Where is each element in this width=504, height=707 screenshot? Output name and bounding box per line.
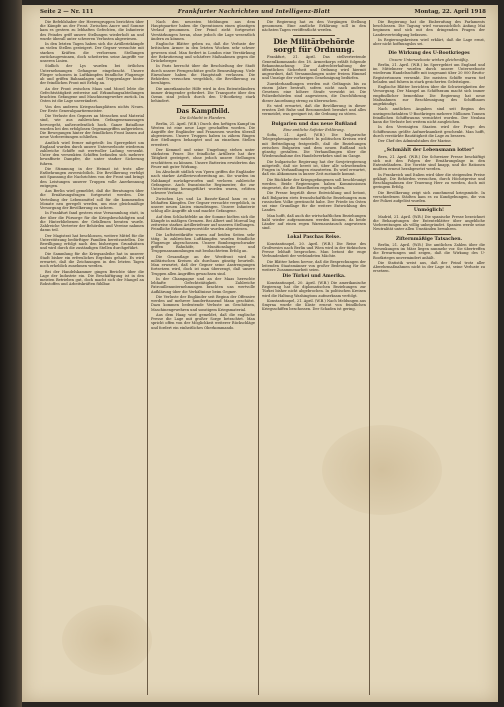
article-paragraph: In Frankreich und Italien wird über die steigenden Preise geklagt. Die Behörden versuchen, durch Höchstpreise und Beschlagnahmen der Teuerung Herr zu werden, doch mit geringem Erfolg. <box>373 172 485 190</box>
article-paragraph: Die Rückkehr der Kriegsgefangenen soll beschleunigt werden. Beide Regierungen haben Kommissionen eingesetzt, die die Einzelheiten regeln sollen. <box>262 177 366 191</box>
article-paragraph: In der Champagne und an der Maas herrschte lebhafte Gefechtstätigkeit. Zahlreiche Patrouillenunternehmungen brachten uns wertvolle Aufklärung über die Verhältnisse beim Gegner. <box>151 277 255 294</box>
column-3-body <box>262 55 366 116</box>
article-paragraph: Von den anderen Kriegsschauplätzen nichts Neues. Der Erste Generalquartiermeister. <box>40 104 144 113</box>
book-spine <box>0 0 22 707</box>
column-3-body-2 <box>262 133 366 230</box>
article-heading-militaerbehoerde: Die Militärbehörde sorgt für Ordnung. <box>273 36 355 55</box>
header-page-number: Seite 2 — Nr. 111 <box>40 9 94 15</box>
article-paragraph: Nach den neuesten Meldungen aus dem Hauptquartier haben die Operationen einen günstigen Verlauf genommen. Der Feind zieht fortgesetzt Verstärkungen heran, ohne jedoch die Lage wesentlich ändern zu können. <box>151 20 255 41</box>
article-paragraph: Konstantinopel, 20. April. (W.B.) Die Reise des Großwesirs nach Berlin und Wien wird in der türkischen Presse lebhaft besprochen. Man betont die enge Verbundenheit der verbündeten Mächte. <box>262 241 366 259</box>
column-4-body <box>373 63 485 143</box>
article-paragraph: Bei der Handelskammer gingen Berichte über die Lage der Industrie ein. Die Beschäftigung ist in den meisten Betrieben gut, doch macht sich der Mangel an Rohstoffen und Arbeitskräften fühlbar. <box>40 269 144 287</box>
column-4-body-3 <box>373 215 485 232</box>
article-heading-kampfbild: Das Kampfbild. <box>176 108 230 116</box>
article-paragraph: Aus Berlin wird gemeldet, daß die Beratungen über die Ernährungsfragen fortgesetzt werden. Die Verteilung der Lebensmittel soll für die kommenden Monate neu geregelt werden, um eine gleichmäßige Versorgung der Bevölkerung zu sichern. <box>40 189 144 211</box>
article-paragraph: Auf dem Schlachtfelde an der Somme hielten sich die Kämpfe in mäßigen Grenzen. Bei Albert und Moreuil lag zeitweise starkes Artilleriefeuer auf unseren Stellungen. Feindliche Erkundungsvorstöße wurden abgewiesen. <box>151 214 255 232</box>
column-rule <box>258 20 259 695</box>
article-paragraph: In Regierungskreisen wird erklärt, daß die Lage ernst, aber nicht hoffnungslos sei. <box>373 38 485 47</box>
article-paragraph: Sofia, 21. April. (W.B.) Die bulgarische Telegraphenagentur meldet: In politischen Kreisen wird mit Befriedigung festgestellt, daß die Beziehungen zwischen Bulgarien und dem neuen Rußland sich günstig gestalten. Die Verhandlungen über die Wiederaufnahme des Handelsverkehrs sind im Gange. <box>262 133 366 159</box>
article-subheading: Unsere Unterseeboote wirken gleichmäßig. <box>389 57 469 62</box>
section-rule <box>293 232 335 233</box>
article-paragraph: Konstantinopel, 21. April. (W.B.) Nach Meldungen aus Smyrna wurde die Küste erneut von feindlichen Kriegsschiffen beschossen. Der Schaden ist gering. <box>262 298 366 312</box>
page-header <box>40 8 486 18</box>
article-paragraph: Südlich der Lys wurden bei örtlichen Unternehmungen Gefangene eingebracht. Unsere Flieger schossen in Luftkämpfen feindliche Flugzeuge ab und griffen Bahnanlagen und Truppenlager hinter der feindlichen Front mit Erfolg an. <box>40 64 144 86</box>
column-2-body <box>151 122 255 330</box>
article-paragraph: Die Regierung hat zu den Vorgängen Stellung genommen. Eine amtliche Erklärung soll in den nächsten Tagen veröffentlicht werden. <box>262 20 366 33</box>
article-paragraph: Berlin, 21. April. (W.B.) Die amtlichen Zahlen über die Versenkungen im März liegen nunmehr vor. Sie übertreffen die Erwartungen und zeigen, daß die Wirkung des U-Bootkrieges unvermindert anhält. <box>373 243 485 260</box>
article-paragraph: Die Stimmung in der Heimat ist trotz aller Entbehrungen zuversichtlich. Die Bevölkerung verfolgt mit Spannung die Nachrichten von der Front und bringt den Leistungen unserer Truppen volle Anerkennung entgegen. <box>40 167 144 188</box>
column-3-body-4 <box>262 281 366 312</box>
article-paragraph: Die Blätter heben hervor, daß die Besprechungen der leitenden Staatsmänner von großer Bedeutung für die weitere Zusammenarbeit seien. <box>262 259 366 273</box>
article-paragraph: An der Front zwischen Maas und Mosel lebte die Gefechtstätigkeit zeitweise auf. Erkundungsabteilungen brachten Gefangene und Maschinengewehre zurück. Im Osten ist die Lage unverändert. <box>40 86 144 104</box>
section-rule <box>407 145 452 146</box>
article-paragraph: In Paris herrscht über die Beschießung der Stadt durch unsere Ferngeschütze große Beunruhigung. Viele Einwohner haben die Hauptstadt verlassen. Die Behörden versuchen vergeblich, die Bevölkerung zu beruhigen. <box>151 64 255 86</box>
article-paragraph: Zuwiderhandlungen werden mit Gefängnis bis zu einem Jahre bestraft, sofern nicht nach anderen Gesetzen eine höhere Strafe verwirkt ist. Die Polizeibehörden sind angewiesen, die Durchführung dieser Anordnung streng zu überwachen. <box>262 81 366 103</box>
column-1 <box>40 20 144 695</box>
article-paragraph: Die Statistik weist aus, daß der Feind trotz aller Abwehrmaßnahmen nicht in der Lage ist, seine Verluste zu ersetzen. <box>373 261 485 274</box>
article-paragraph: In Frankfurt fand gestern eine Versammlung statt, in der über die Fürsorge für die Kriegsbeschädigten und die Hinterbliebenen der Gefallenen beraten wurde. Zahlreiche Vertreter der Behörden und Vereine nahmen daran teil. <box>40 211 144 233</box>
column-2 <box>151 20 255 695</box>
section-rule <box>407 234 452 235</box>
article-paragraph: Die Befehlshaber der Heeresgruppen berichten über die Kämpfe an der Front. Zwischen Ancre und Somme kam es gestern zu lebhaften Gefechten, die Infanterie des Feindes griff unsere Stellungen wiederholt an und wurde überall unter schweren Verlusten abgewiesen. <box>40 20 144 41</box>
article-heading-reise: Lokal Paschas Reise. <box>287 235 341 241</box>
article-paragraph: Aus dem Haag wird gemeldet, daß die englische Presse die Lage mit großer Sorge betrachtet. Man spricht offen von der Möglichkeit weiterer Rückschläge und fordert ein einheitliches Oberkommando. <box>151 313 255 330</box>
column-2-top <box>151 20 255 103</box>
section-rule <box>407 205 452 206</box>
column-4 <box>373 20 485 695</box>
article-paragraph: Konstantinopel, 20. April. (W.B.) Die amerikanische Regierung hat die diplomatischen Beziehungen zur Türkei bisher nicht abgebrochen. In politischen Kreisen wird die Haltung Washingtons aufmerksam verfolgt. <box>262 280 366 298</box>
column-3-body-3 <box>262 242 366 273</box>
column-1-body <box>40 20 144 286</box>
article-paragraph: Der Kemmel und seine Umgebung stehen unter stärkstem Feuer. Die feindliche Artillerie hat ihre Tätigkeit gesteigert, ohne jedoch unsere Stellungen erschüttern zu können. Unsere Batterien erwiderten das Feuer mit guter Wirkung. <box>151 148 255 169</box>
article-paragraph: Die Sammlung für die Kriegsanleihe hat in unserer Stadt bisher ein erfreuliches Ergebnis gehabt. Es wird erwartet, daß die Zeichnungen in den letzten Tagen noch erheblich zunehmen werden. <box>40 251 144 269</box>
newspaper-page <box>22 5 498 702</box>
article-paragraph: Die Verluste der Engländer seit Beginn der Offensive werden auf mehrere hunderttausend Mann geschätzt. Dazu kommen bedeutende Verluste an Geschützen, Maschinengewehren und sonstigem Kriegsmaterial. <box>151 295 255 312</box>
article-paragraph: Bern, 21. April. (W.B.) Die Schweizer Presse beschäftigt sich mit den Folgen der Ernährungslage in den Ententeländern. Die Vorräte sind knapp, und die Rationen mußten erneut herabgesetzt werden. <box>373 154 485 172</box>
header-date: Montag, 22. April 1918 <box>414 9 486 15</box>
article-paragraph: Madrid, 21. April. (W.B.) Die spanische Presse bezeichnet die Behauptungen der Ententeblätter über angebliche Vorbereitungen als völlig unbegründet. Spanien werde seine Neutralität unter allen Umständen bewahren. <box>373 214 485 232</box>
article-paragraph: Englische Blätter berichten über die Schwierigkeiten der Versorgung. Der Mangel an Schiffsraum macht sich immer empfindlicher bemerkbar. Die Regierung hat neue Maßnahmen zur Beschleunigung des Schiffbaues angekündigt. <box>373 85 485 107</box>
column-4-body-2 <box>373 155 485 204</box>
article-paragraph: Die bulgarische Regierung hat der Sowjetregierung mitgeteilt, daß sie bereit ist, über alle schwebenden Fragen in Verhandlungen einzutreten. Es wird erwartet, daß ein Abkommen in kurzer Zeit zustande kommt. <box>262 159 366 177</box>
article-paragraph: Die Gesamtlage an der Westfront wird in militärischen Kreisen als durchaus günstig beurteilt. Man erwartet, daß der Gegner seine Anstrengungen fortsetzen wird, doch ist man überzeugt, daß unsere Truppen allen Angriffen gewachsen sind. <box>151 254 255 276</box>
column-4-top <box>373 20 485 46</box>
article-paragraph: In den letzten Tagen haben sich die Artilleriekämpfe an vielen Stellen gesteigert. Der Gegner versuchte mit starken Kräften die verlorenen Stellungen zurückzugewinnen, doch scheiterten seine Angriffe vor unseren Linien. <box>40 42 144 64</box>
article-paragraph: Die Luftstreitkräfte waren auf beiden Seiten sehr tätig. In zahlreichen Luftkämpfen wurden feindliche Flugzeuge abgeschossen. Unsere Bombengeschwader griffen Bahnhöfe, Munitionslager und Truppenansammlungen mit beobachtetem Erfolg an. <box>151 232 255 254</box>
section-rule <box>293 35 335 36</box>
article-paragraph: Berlin, 21. April. (W.B.) Im Sperrgebiet um England und im Mittelmeer wurden durch unsere Unterseeboote wiederum Handelsschiffe mit insgesamt über 20 000 Brutto-Registertonnen versenkt. Die meisten Schiffe waren tief beladen und fuhren in stark gesicherten Geleitzügen. <box>373 63 485 84</box>
article-paragraph: In den Vereinigten Staaten wird der Frage des Schiffsraums größte Aufmerksamkeit geschenkt. Man hofft, durch verstärkte Bautätigkeit die Lage zu bessern. <box>373 125 485 138</box>
article-paragraph: Der Magistrat hat beschlossen, weitere Mittel für die Unterstützung bedürftiger Familien bereitzustellen. Die Bewilligung erfolgt nach den bisherigen Grundsätzen und wird durch die zuständigen Stellen durchgeführt. <box>40 233 144 251</box>
article-heading-tuerkei: Die Türkei und Amerika. <box>282 274 346 280</box>
article-paragraph: Die Verluste des Gegners an Menschen und Material sind, wie aus zahlreichen Gefangenenaussagen hervorgeht, außerordentlich hoch. Ganze Bataillone wurden bei den erfolglosen Gegenangriffen aufgerieben. Die Bewegungen hinter der feindlichen Front lassen auf neue Vorbereitungen schließen. <box>40 114 144 140</box>
article-paragraph: Amtlich wird ferner mitgeteilt: Im Sperrgebiet um England wurden durch unsere Unterseeboote wiederum zahlreiche Schiffe mit wertvoller Ladung versenkt. Unter den versenkten Schiffen befanden sich mehrere bewaffnete Dampfer, die unter starker Sicherung fuhren. <box>40 140 144 166</box>
column-4-body-4 <box>373 243 485 274</box>
article-paragraph: Der Chef des Admiralstabes der Marine. <box>378 139 452 144</box>
article-paragraph: Berlin, 21. April. (W.B.) Durch den heftigen Kampf im Westen ist eine neue Lage geschaffen worden. Die Angriffe der Engländer und Franzosen wurden überall abgewiesen. Unsere Truppen haben in zähem Ringen ihre Stellungen behauptet und an einzelnen Stellen erweitert. <box>151 121 255 147</box>
column-rule <box>369 20 370 695</box>
article-paragraph: Zwischen Lys und La Bassée-Kanal kam es zu lebhaften Kämpfen. Der Gegner versuchte vergeblich, in unsere neuen Linien einzudringen. Unsere Infanterie schlug alle Angriffe ab und machte Gefangene. <box>151 196 255 214</box>
section-rule <box>182 105 224 106</box>
article-subheading: Eine amtliche Sofioter Erklärung. <box>283 128 345 133</box>
article-heading-tatsachen: Zifternmäßige Tatsachen. <box>395 236 463 242</box>
article-paragraph: Frankfurt, 21. April. Das stellvertretende Generalkommando des 18. Armeekorps erläßt folgende Bekanntmachung: Zur Aufrechterhaltung der öffentlichen Sicherheit und Ordnung wird hiermit angeordnet, daß Versammlungen unter freiem Himmel und Umzüge der vorherigen Genehmigung bedürfen. <box>262 55 366 81</box>
column-3 <box>262 20 366 695</box>
article-paragraph: Die Bevölkerung zeigt sich zunehmend kriegsmüde. In verschiedenen Städten kam es zu Kundgebungen, die von der Polizei aufgelöst wurden. <box>373 190 485 204</box>
newspaper-title: Frankfurter Nachrichten und Intelligenz-Blatt <box>177 9 331 15</box>
article-paragraph: Man hofft, daß auch die wirtschaftlichen Beziehungen bald wieder aufgenommen werden können, da beide Länder auf einen regen Warenaustausch angewiesen sind. <box>262 213 366 231</box>
article-heading-bulgarien: Bulgarien und das neue Rußland <box>271 121 357 127</box>
article-paragraph: Im Abschnitt südlich von Ypern griffen die Engländer nach starker Artillerievorbereitung an. Sie wurden im Nahkampf zurückgeworfen und verloren zahlreiche Gefangene. Auch französische Regimenter, die zur Unterstützung herangeführt worden waren, erlitten schwere Verluste. <box>151 170 255 196</box>
article-heading-lebensmann: „Schmählt der Lebensmann lotter" <box>383 148 474 154</box>
article-subheading: Die Schlacht in Flandern. <box>179 116 227 121</box>
section-rule <box>293 119 335 120</box>
article-heading-ubootkrieg: Die Wirkung des U-Bootkrieges <box>388 51 470 57</box>
article-paragraph: Die amerikanische Hilfe wird in den Ententeländern immer dringender gefordert. Die Transporte über den Ozean sind jedoch durch den U-Bootkrieg stark behindert. <box>151 86 255 104</box>
section-rule <box>407 48 452 49</box>
column-rule <box>147 20 148 695</box>
article-paragraph: Die Presse begrüßt diese Entwicklung und betont, daß Bulgarien stets freundschaftliche Beziehungen zum russischen Volke gewünscht habe. Der Friede im Osten sei eine Grundlage für die weitere Entwicklung des Landes. <box>262 191 366 213</box>
article-paragraph: Die Regierung hat die Einberufung des Parlaments beschlossen. Die Tagung wird voraussichtlich Anfang Mai beginnen und sich mit den dringenden Fragen der Landesverteidigung befassen. <box>373 20 485 37</box>
article-heading-unmoeglich: Unmöglich! <box>413 208 445 214</box>
article-paragraph: Nach amtlichen Angaben sind seit Beginn des uneingeschränkten U-Bootkrieges mehrere Millionen Tonnen feindlichen Schiffsraums vernichtet worden. Der Neubau kann die Verluste bei weitem nicht ausgleichen. <box>373 107 485 125</box>
column-3-top <box>262 20 366 33</box>
article-paragraph: Englische Blätter geben zu, daß die Verluste der britischen Armee in den letzten Wochen sehr schwer gewesen sind. Man fordert in London eine Verstärkung der Rekrutierung und schärfere Maßnahmen gegen die Drückeberger. <box>151 42 255 64</box>
article-paragraph: Es wird erwartet, daß die Bevölkerung in dieser ernsten Zeit Ruhe und Besonnenheit bewahrt und alles vermeidet, was geeignet ist, die Ordnung zu stören. <box>262 104 366 117</box>
